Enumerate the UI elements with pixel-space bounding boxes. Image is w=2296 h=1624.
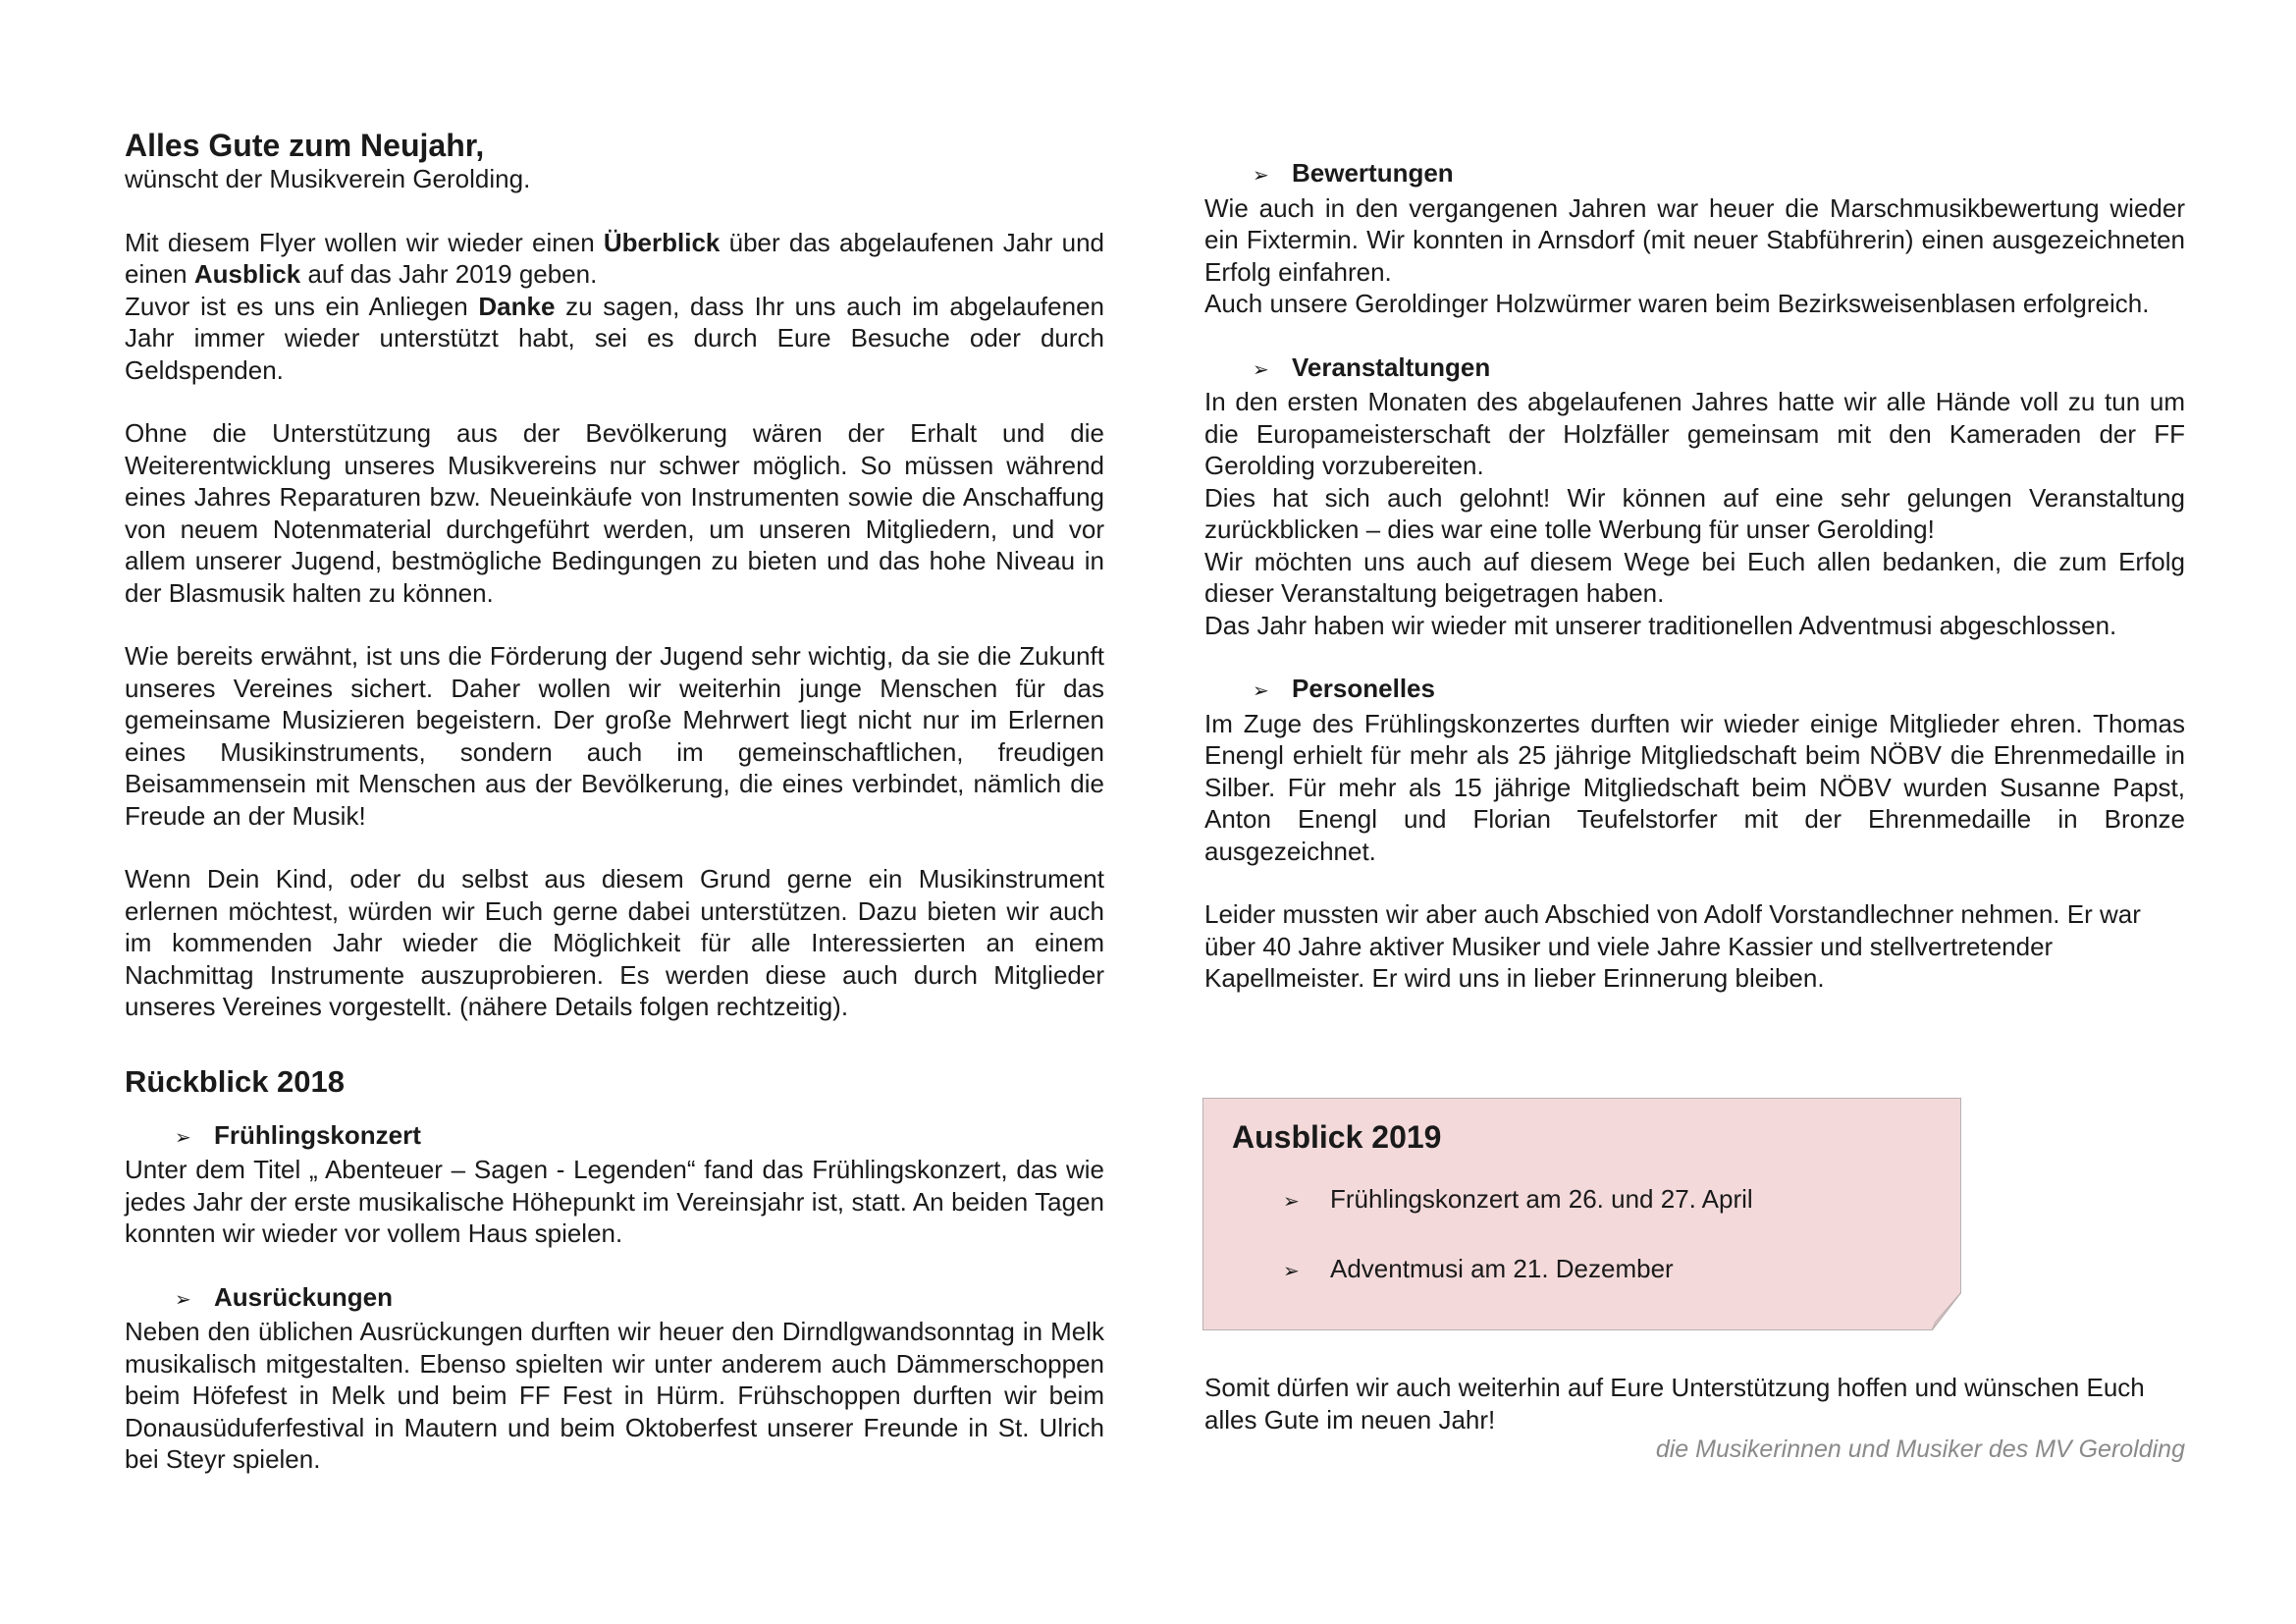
spring-concert-text: Unter dem Titel „ Abenteuer – Sagen - Legenden“ fand das Frühlingskonzert, das wie jedes Jahr der erste musikalische Höhepunkt im Vereinsjahr ist, statt. An beiden Tagen konnten wir wieder vor vollem Haus spielen.	[125, 1155, 1104, 1248]
events-text-2: Dies hat sich auch gelohnt! Wir können auf eine sehr gelungen Veranstaltung zurückblicken – dies war eine tolle Werbung für unser Gerolding!	[1204, 482, 2185, 544]
instrument-paragraph: Wenn Dein Kind, oder du selbst aus diesem Grund gerne ein Musikinstrument erlernen möchtest, würden wir Euch gerne dabei unterstützen. Dazu bieten wir auch im kommenden Jahr wieder die Möglichkeit für alle Interessierten an einem Nachmittag Instrumente auszuprobieren. Es werden diese auch durch Mitglieder unseres Vereines vorgestellt. (nähere Details folgen rechtzeitig).	[125, 864, 1104, 1021]
right-column	[1204, 157, 2185, 995]
spring-concert-heading	[125, 1119, 1104, 1155]
review-heading: Rückblick 2018	[125, 1063, 346, 1099]
arrowhead-bullet-icon: ➢	[1283, 1261, 1300, 1282]
arrowhead-bullet-icon: ➢	[1253, 358, 1269, 381]
events-text-3: Wir möchten uns auch auf diesem Wege bei Euch allen bedanken, die zum Erfolg dieser Veranstaltung beigetragen haben.	[1204, 546, 2185, 608]
overview-keyword: Überblick	[603, 227, 721, 257]
farewell-text: Leider mussten wir aber auch Abschied von Adolf Vorstandlechner nehmen. Er war über 40 Jahre aktiver Musiker und viele Jahre Kassier und stellvertretender Kapellmeister. Er wird uns in lieber Erinnerung bleiben.	[1204, 899, 2141, 993]
arrowhead-bullet-icon: ➢	[1253, 680, 1269, 702]
left-column	[125, 128, 1104, 1476]
arrowhead-bullet-icon: ➢	[175, 1126, 191, 1149]
page-curl-icon	[1932, 1292, 1961, 1330]
events-text-4: Das Jahr haben wir wieder mit unserer traditionellen Adventmusi abgeschlossen.	[1204, 610, 2117, 640]
ratings-text-1: Wie auch in den vergangenen Jahren war heuer die Marschmusikbewertung wieder ein Fixtermin. Wir konnten in Arnsdorf (mit neuer Stabführerin) einen ausgezeichneten Erfolg einfahren.	[1204, 192, 2185, 287]
staff-heading	[1204, 673, 2185, 708]
closing-text: Somit dürfen wir auch weiterhin auf Eure Unterstützung hoffen und wünschen Euch alles Gute im neuen Jahr!	[1204, 1373, 2145, 1435]
outings-text: Neben den üblichen Ausrückungen durften wir heuer den Dirndlgwandsonntag in Melk musikalisch mitgestalten. Ebenso spielten wir unter anderem auch Dämmerschoppen beim Höfefest in Melk und beim FF Fest in Hürm. Frühschoppen durften wir beim Donausüduferfestival in Mautern und beim Oktoberfest unserer Freunde in St. Ulrich bei Steyr spielen.	[125, 1317, 1104, 1474]
outlook-item-label: Frühlingskonzert am 26. und 27. April	[1330, 1184, 1753, 1214]
ratings-label: Bewertungen	[1292, 158, 1454, 188]
staff-label: Personelles	[1292, 674, 1435, 703]
outlook-keyword: Ausblick	[193, 259, 301, 289]
outlook-item	[1283, 1253, 1753, 1287]
greeting-title: Alles Gute zum Neujahr,	[125, 128, 485, 163]
thanks-paragraph: Zuvor ist es uns ein Anliegen Danke zu sagen, dass Ihr uns auch im abgelaufenen Jahr immer wieder unterstützt habt, sei es durch Eure Besuche oder durch Geldspenden.	[125, 291, 1104, 385]
events-text-1: In den ersten Monaten des abgelaufenen Jahres hatte wir alle Hände voll zu tun um die Europameisterschaft der Holzfäller gemeinsam mit den Kameraden der FF Gerolding vorzubereiten.	[1204, 387, 2185, 480]
outings-label: Ausrückungen	[214, 1281, 394, 1312]
outlook-list	[1283, 1183, 1753, 1323]
events-heading	[1204, 352, 2185, 387]
thanks-keyword: Danke	[478, 291, 556, 321]
outlook-item-label: Adventmusi am 21. Dezember	[1330, 1254, 1674, 1283]
ratings-text-2: Auch unsere Geroldinger Holzwürmer waren beim Bezirksweisenblasen erfolgreich.	[1204, 289, 2150, 318]
greeting-subtitle: wünscht der Musikverein Gerolding.	[125, 164, 531, 193]
outlook-item	[1283, 1183, 1753, 1218]
staff-text: Im Zuge des Frühlingskonzertes durften wir wieder einige Mitglieder ehren. Thomas Enengl erhielt für mehr als 25 jährige Mitgliedschaft beim NÖBV die Ehrenmedaille in Silber. Für mehr als 15 jährige Mitgliedschaft beim NÖBV wurden Susanne Papst, Anton Enengl und Florian Teufelstorfer mit der Ehrenmedaille in Bronze ausgezeichnet.	[1204, 708, 2185, 866]
outlook-title: Ausblick 2019	[1232, 1119, 1442, 1155]
arrowhead-bullet-icon: ➢	[1283, 1191, 1300, 1213]
events-label: Veranstaltungen	[1292, 352, 1491, 382]
spring-concert-label: Frühlingskonzert	[214, 1119, 421, 1150]
outings-heading	[125, 1281, 1104, 1317]
arrowhead-bullet-icon: ➢	[175, 1288, 191, 1311]
arrowhead-bullet-icon: ➢	[1253, 165, 1269, 187]
ratings-heading	[1204, 157, 2185, 192]
signature: die Musikerinnen und Musiker des MV Gerolding	[1655, 1435, 2185, 1463]
youth-paragraph: Wie bereits erwähnt, ist uns die Förderung der Jugend sehr wichtig, da sie die Zukunft unseres Vereines sichert. Daher wollen wir weiterhin junge Menschen für das gemeinsame Musizieren begeistern. Der große Mehrwert liegt nicht nur im Erlernen eines Musikinstruments, sondern auch im gemeinschaftlichen, freudigen Beisammensein mit Menschen aus der Bevölkerung, die eines verbindet, nämlich die Freude an der Musik!	[125, 641, 1104, 831]
intro-paragraph: Mit diesem Flyer wollen wir wieder einen Überblick über das abgelaufenen Jahr und einen Ausblick auf das Jahr 2019 geben.	[125, 227, 1104, 289]
support-paragraph: Ohne die Unterstützung aus der Bevölkerung wären der Erhalt und die Weiterentwicklung unseres Musikvereins nur schwer möglich. So müssen während eines Jahres Reparaturen bzw. Neueinkäufe von Instrumenten sowie die Anschaffung von neuem Notenmaterial durchgeführt werden, um unseren Mitgliedern, und vor allem unserer Jugend, bestmögliche Bedingungen zu bieten und das hohe Niveau in der Blasmusik halten zu können.	[125, 418, 1104, 608]
